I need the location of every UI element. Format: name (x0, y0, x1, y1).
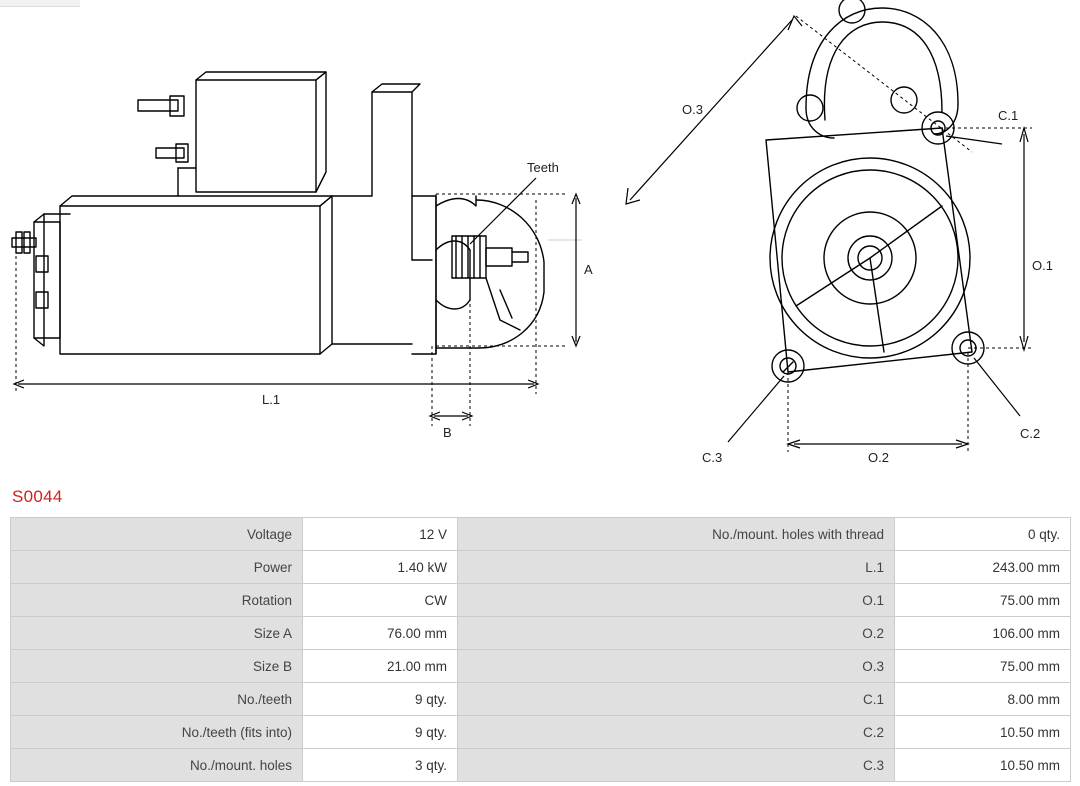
table-row (11, 584, 1071, 617)
specifications-table (10, 517, 1070, 782)
spec-label: No./mount. holes with thread (458, 518, 895, 551)
spec-label: O.3 (458, 650, 895, 683)
label-a: A (584, 262, 593, 277)
label-o1: O.1 (1032, 258, 1053, 273)
spec-label: O.1 (458, 584, 895, 617)
table-row (11, 716, 1071, 749)
spec-label: Voltage (11, 518, 303, 551)
table-row (11, 617, 1071, 650)
spec-value: 9 qty. (303, 683, 458, 716)
spec-label: No./mount. holes (11, 749, 303, 782)
label-l1: L.1 (262, 392, 281, 407)
label-c2: C.2 (1020, 426, 1041, 441)
spec-label: C.2 (458, 716, 895, 749)
spec-value: 243.00 mm (895, 551, 1071, 584)
spec-label: No./teeth (11, 683, 303, 716)
spec-label: Power (11, 551, 303, 584)
spec-value: 75.00 mm (895, 650, 1071, 683)
starter-side-view-drawing (0, 0, 620, 480)
spec-value: 106.00 mm (895, 617, 1071, 650)
spec-label: L.1 (458, 551, 895, 584)
label-c1: C.1 (998, 108, 1019, 123)
spec-label: O.2 (458, 617, 895, 650)
spec-value: 3 qty. (303, 749, 458, 782)
table-row (11, 551, 1071, 584)
spec-value: 12 V (303, 518, 458, 551)
spec-value: 10.50 mm (895, 749, 1071, 782)
table-row (11, 518, 1071, 551)
starter-front-view-drawing (620, 0, 1080, 480)
spec-value: 9 qty. (303, 716, 458, 749)
table-row (11, 749, 1071, 782)
table-row (11, 650, 1071, 683)
spec-value: 76.00 mm (303, 617, 458, 650)
label-b: B (443, 425, 452, 440)
spec-value: CW (303, 584, 458, 617)
spec-label: Size A (11, 617, 303, 650)
spec-label: C.1 (458, 683, 895, 716)
label-o2: O.2 (868, 450, 889, 465)
label-teeth: Teeth (527, 160, 559, 175)
label-o3: O.3 (682, 102, 703, 117)
spec-label: Size B (11, 650, 303, 683)
spec-label: No./teeth (fits into) (11, 716, 303, 749)
spec-value: 21.00 mm (303, 650, 458, 683)
label-c3: C.3 (702, 450, 723, 465)
spec-value: 75.00 mm (895, 584, 1071, 617)
spec-value: 10.50 mm (895, 716, 1071, 749)
table-row (11, 683, 1071, 716)
part-code: S0044 (12, 487, 63, 506)
spec-label: Rotation (11, 584, 303, 617)
spec-label: C.3 (458, 749, 895, 782)
spec-value: 8.00 mm (895, 683, 1071, 716)
spec-value: 0 qty. (895, 518, 1071, 551)
spec-value: 1.40 kW (303, 551, 458, 584)
